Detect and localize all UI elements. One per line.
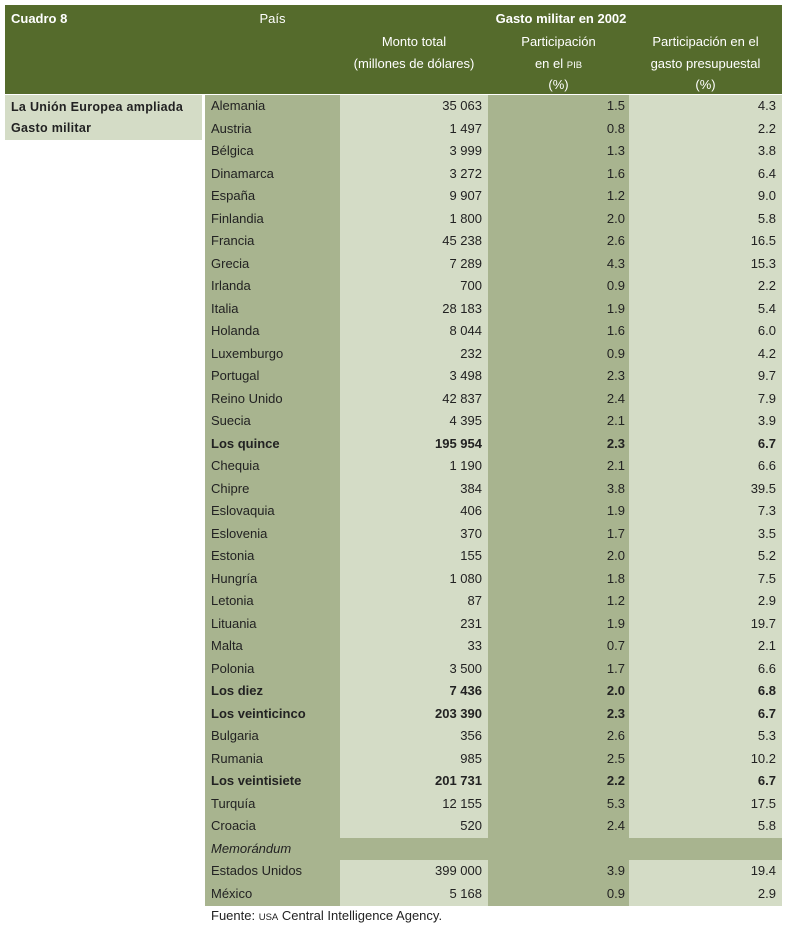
- amount-cell: 45 238: [442, 233, 482, 248]
- memo-label: Memorándum: [211, 840, 292, 856]
- pib-share-cell: 2.3: [606, 368, 625, 383]
- amount-cell: 5 168: [449, 885, 482, 901]
- country-cell: Bélgica: [211, 143, 254, 158]
- country-column-header: País: [259, 11, 286, 26]
- caption-line2: Gasto militar: [11, 121, 92, 135]
- country-cell: Rumania: [211, 750, 264, 766]
- table-subtotal-row: [205, 433, 782, 456]
- pib-share-cell: 2.6: [606, 728, 625, 743]
- budget-share-cell: 4.3: [757, 98, 776, 113]
- table-row: [205, 725, 782, 748]
- budget-share-cell: 3.5: [757, 525, 776, 541]
- table-row: [205, 343, 782, 366]
- pib-share-cell: 2.4: [606, 390, 625, 406]
- country-cell: Italia: [211, 300, 239, 316]
- amount-cell: 4 395: [449, 413, 482, 428]
- budget-share-cell: 16.5: [750, 233, 776, 248]
- country-cell: Portugal: [211, 368, 260, 383]
- budget-header-line2: gasto presupuestal: [650, 56, 761, 71]
- pib-header-line1: Participación: [521, 34, 596, 49]
- table-row: [205, 185, 782, 208]
- amount-cell: 231: [460, 615, 482, 631]
- source-abbr: USA: [258, 912, 279, 923]
- amount-cell: 203 390: [435, 705, 482, 721]
- amount-cell: 12 155: [442, 795, 482, 811]
- table-row: [205, 230, 782, 253]
- budget-share-cell: 2.2: [757, 120, 776, 136]
- table-row: [205, 320, 782, 343]
- country-cell: Malta: [211, 638, 243, 653]
- caption-line1: La Unión Europea ampliada: [11, 100, 184, 114]
- amount-cell: 232: [460, 345, 482, 361]
- pib-header-prefix: en el: [534, 56, 567, 71]
- table-row: [205, 793, 782, 816]
- pib-share-cell: 0.9: [606, 278, 625, 293]
- amount-cell: 195 954: [435, 435, 482, 451]
- pib-share-cell: 2.1: [606, 458, 625, 473]
- table-row: [205, 478, 782, 501]
- pib-share-cell: 1.7: [606, 660, 625, 676]
- table-row: [205, 635, 782, 658]
- amount-cell: 384: [460, 480, 482, 496]
- country-cell: Reino Unido: [211, 390, 283, 406]
- country-cell: Eslovenia: [211, 525, 268, 541]
- country-cell: Croacia: [211, 818, 256, 833]
- budget-share-cell: 9.7: [757, 368, 776, 383]
- table-row: [205, 613, 782, 636]
- amount-cell: 7 436: [449, 683, 482, 698]
- memo-row: [205, 883, 782, 906]
- group-title: Gasto militar en 2002: [495, 11, 627, 26]
- pib-share-cell: 2.3: [606, 705, 625, 721]
- budget-share-cell: 3.9: [757, 413, 776, 428]
- pib-share-cell: 2.2: [606, 773, 625, 788]
- country-cell: Eslovaquia: [211, 503, 275, 518]
- pib-share-cell: 1.6: [606, 323, 625, 338]
- amount-cell: 3 272: [449, 165, 482, 181]
- country-cell: Austria: [211, 120, 252, 136]
- pib-share-cell: 0.8: [606, 120, 625, 136]
- budget-share-cell: 2.1: [757, 638, 776, 653]
- country-cell: Suecia: [211, 413, 251, 428]
- budget-share-cell: 5.2: [757, 548, 776, 563]
- pib-share-cell: 1.8: [606, 570, 625, 586]
- country-cell: Holanda: [211, 323, 260, 338]
- country-cell: Alemania: [211, 98, 266, 113]
- pib-share-cell: 1.9: [606, 503, 625, 518]
- budget-share-cell: 5.3: [757, 728, 776, 743]
- country-cell: Los diez: [211, 683, 264, 698]
- memo-row: [205, 860, 782, 883]
- table-row: [205, 275, 782, 298]
- budget-share-cell: 7.3: [757, 503, 776, 518]
- budget-share-cell: 6.6: [757, 660, 776, 676]
- budget-share-cell: 6.7: [757, 773, 776, 788]
- table-row: [205, 455, 782, 478]
- country-cell: Irlanda: [211, 278, 251, 293]
- country-cell: Los veintisiete: [211, 773, 302, 788]
- amount-cell: 3 498: [449, 368, 482, 383]
- budget-share-cell: 7.5: [757, 570, 776, 586]
- amount-cell: 1 080: [449, 570, 482, 586]
- table-row: [205, 208, 782, 231]
- country-cell: Polonia: [211, 660, 255, 676]
- budget-share-cell: 39.5: [750, 480, 776, 496]
- amount-cell: 3 500: [449, 660, 482, 676]
- pib-share-cell: 2.1: [606, 413, 625, 428]
- amount-cell: 520: [460, 818, 482, 833]
- table-row: [205, 253, 782, 276]
- table-row: [205, 163, 782, 186]
- budget-share-cell: 2.9: [757, 885, 776, 901]
- pib-share-cell: 2.0: [606, 683, 625, 698]
- table-id: Cuadro 8: [11, 11, 68, 26]
- table-subtotal-row: [205, 703, 782, 726]
- country-cell: Los quince: [211, 435, 280, 451]
- amount-cell: 356: [460, 728, 482, 743]
- country-cell: México: [211, 885, 253, 901]
- amount-cell: 155: [460, 548, 482, 563]
- pib-share-cell: 2.6: [606, 233, 625, 248]
- country-cell: Estonia: [211, 548, 255, 563]
- budget-share-cell: 19.7: [750, 615, 776, 631]
- pib-share-cell: 0.9: [606, 345, 625, 361]
- pib-share-cell: 5.3: [606, 795, 625, 811]
- pib-share-cell: 1.7: [606, 525, 625, 541]
- budget-share-cell: 5.8: [757, 818, 776, 833]
- budget-header-line3: (%): [695, 77, 716, 92]
- table-row: [205, 568, 782, 591]
- amount-cell: 7 289: [449, 255, 482, 271]
- budget-share-cell: 6.7: [757, 435, 776, 451]
- pib-share-cell: 1.2: [606, 593, 625, 608]
- pib-share-cell: 1.9: [606, 300, 625, 316]
- table-row: [205, 815, 782, 838]
- country-cell: Finlandia: [211, 210, 264, 226]
- amount-cell: 406: [460, 503, 482, 518]
- pib-share-cell: 2.3: [606, 435, 625, 451]
- amount-header-line1: Monto total: [381, 34, 447, 49]
- amount-cell: 1 497: [449, 120, 482, 136]
- amount-cell: 8 044: [449, 323, 482, 338]
- amount-cell: 3 999: [449, 143, 482, 158]
- country-cell: Chipre: [211, 480, 250, 496]
- pib-share-cell: 3.8: [606, 480, 625, 496]
- pib-header-abbr: PIB: [566, 60, 583, 71]
- table-row: [205, 748, 782, 771]
- country-cell: Hungría: [211, 570, 258, 586]
- budget-share-cell: 2.9: [757, 593, 776, 608]
- table-row: [205, 523, 782, 546]
- budget-share-cell: 6.0: [757, 323, 776, 338]
- budget-share-cell: 6.4: [757, 165, 776, 181]
- amount-cell: 985: [460, 750, 482, 766]
- table-row: [205, 118, 782, 141]
- budget-share-cell: 10.2: [750, 750, 776, 766]
- pib-share-cell: 2.0: [606, 548, 625, 563]
- memo-label-row: [205, 838, 782, 861]
- table-row: [205, 95, 782, 118]
- table-row: [205, 658, 782, 681]
- pib-share-cell: 1.3: [606, 143, 625, 158]
- pib-share-cell: 1.2: [606, 188, 625, 203]
- budget-share-cell: 19.4: [750, 863, 776, 878]
- country-cell: Turquía: [211, 795, 256, 811]
- amount-cell: 1 800: [449, 210, 482, 226]
- country-cell: Letonia: [211, 593, 254, 608]
- pib-share-cell: 1.9: [606, 615, 625, 631]
- table-header: [5, 5, 782, 94]
- budget-share-cell: 15.3: [750, 255, 776, 271]
- pib-share-cell: 0.7: [606, 638, 625, 653]
- budget-share-cell: 5.4: [757, 300, 776, 316]
- table-caption: [5, 95, 202, 140]
- budget-share-cell: 2.2: [757, 278, 776, 293]
- table-row: [205, 388, 782, 411]
- country-cell: Los veinticinco: [211, 705, 306, 721]
- amount-cell: 1 190: [449, 458, 482, 473]
- table-row: [205, 298, 782, 321]
- table-row: [205, 545, 782, 568]
- country-cell: Bulgaria: [211, 728, 259, 743]
- source-text: Central Intelligence Agency.: [278, 908, 443, 923]
- amount-cell: 87: [467, 593, 482, 608]
- budget-share-cell: 4.2: [757, 345, 776, 361]
- budget-share-cell: 3.8: [757, 143, 776, 158]
- amount-cell: 33: [467, 638, 482, 653]
- pib-share-cell: 2.0: [606, 210, 625, 226]
- country-cell: Chequia: [211, 458, 260, 473]
- amount-cell: 370: [460, 525, 482, 541]
- budget-share-cell: 6.6: [757, 458, 776, 473]
- pib-share-cell: 1.5: [606, 98, 625, 113]
- amount-cell: 201 731: [435, 773, 482, 788]
- amount-cell: 28 183: [442, 300, 482, 316]
- country-cell: Dinamarca: [211, 165, 274, 181]
- pib-share-cell: 2.5: [606, 750, 625, 766]
- budget-header-line1: Participación en el: [652, 34, 759, 49]
- budget-share-cell: 6.8: [757, 683, 776, 698]
- amount-cell: 35 063: [442, 98, 482, 113]
- country-cell: Estados Unidos: [211, 863, 303, 878]
- pib-share-cell: 2.4: [606, 818, 625, 833]
- table-row: [205, 140, 782, 163]
- pib-share-cell: 0.9: [606, 885, 625, 901]
- budget-share-cell: 7.9: [757, 390, 776, 406]
- table-subtotal-row: [205, 770, 782, 793]
- amount-header-line2: (millones de dólares): [353, 56, 475, 71]
- source-prefix: Fuente:: [211, 908, 259, 923]
- amount-cell: 399 000: [435, 863, 482, 878]
- country-cell: Francia: [211, 233, 255, 248]
- table-row: [205, 500, 782, 523]
- pib-header-line2: [488, 56, 629, 71]
- table-row: [205, 590, 782, 613]
- pib-share-cell: 4.3: [606, 255, 625, 271]
- budget-share-cell: 5.8: [757, 210, 776, 226]
- table-subtotal-row: [205, 680, 782, 703]
- country-cell: Lituania: [211, 615, 257, 631]
- amount-cell: 700: [460, 278, 482, 293]
- budget-share-cell: 6.7: [757, 705, 776, 721]
- budget-share-cell: 9.0: [757, 188, 776, 203]
- country-cell: Luxemburgo: [211, 345, 284, 361]
- country-cell: España: [211, 188, 256, 203]
- amount-cell: 9 907: [449, 188, 482, 203]
- pib-header-line3: (%): [548, 77, 569, 92]
- pib-share-cell: 1.6: [606, 165, 625, 181]
- amount-cell: 42 837: [442, 390, 482, 406]
- country-cell: Grecia: [211, 255, 250, 271]
- pib-share-cell: 3.9: [606, 863, 625, 878]
- table-row: [205, 365, 782, 388]
- table-row: [205, 410, 782, 433]
- budget-share-cell: 17.5: [750, 795, 776, 811]
- source-note: [211, 908, 442, 923]
